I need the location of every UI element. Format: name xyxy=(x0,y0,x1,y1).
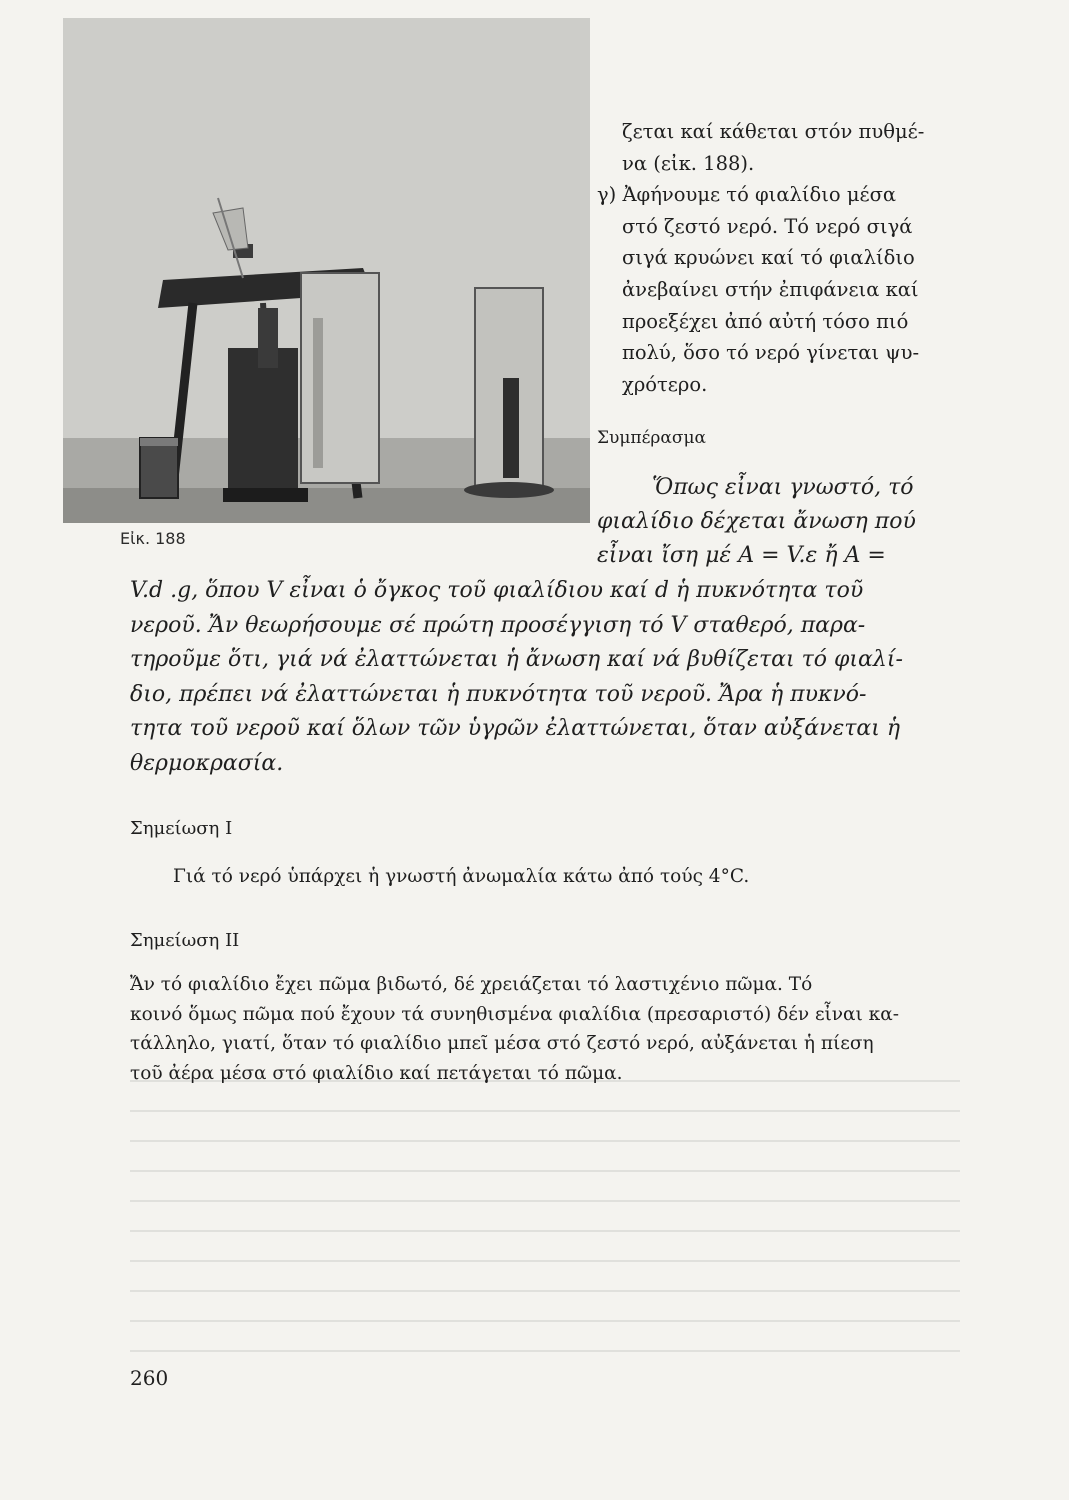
text-line: φιαλίδιο δέχεται ἄνωση πού xyxy=(597,509,916,534)
text-line: διο, πρέπει νά ἐλαττώνεται ἡ πυκνότητα τοῦ νεροῦ. Ἄρα ἡ πυκνό- xyxy=(130,681,867,707)
text-line: σιγά κρυώνει καί τό φιαλίδιο xyxy=(622,246,915,270)
note-2-body xyxy=(130,970,960,1088)
apparatus-illustration xyxy=(63,18,590,523)
page-number: 260 xyxy=(130,1366,169,1390)
text-line: κοινό ὅμως πῶμα πού ἔχουν τά συνηθισμένα φιαλίδια (πρεσαριστό) δέν εἶναι κα- xyxy=(130,1003,899,1025)
text-line: Γιά τό νερό ὑπάρχει ἡ γνωστή ἀνωμαλία κάτω ἀπό τούς 4°C. xyxy=(173,866,750,887)
small-beaker xyxy=(140,438,178,498)
thermometer xyxy=(503,378,519,478)
note-1-body xyxy=(130,862,960,892)
glass-cylinder-left xyxy=(301,273,379,483)
text-line: τητα τοῦ νεροῦ καί ὅλων τῶν ὑγρῶν ἐλαττώνεται, ὅταν αὐξάνεται ἡ xyxy=(130,716,901,741)
text-line: νεροῦ. Ἄν θεωρήσουμε σέ πρώτη προσέγγιση τό V σταθερό, παρα- xyxy=(130,612,866,638)
text-line: γ) Ἀφήνουμε τό φιαλίδιο μέσα xyxy=(597,183,897,207)
text-line: Ἄν τό φιαλίδιο ἔχει πῶμα βιδωτό, δέ χρειάζεται τό λαστιχένιο πῶμα. Τό xyxy=(130,974,813,995)
conclusion-body xyxy=(130,574,960,781)
conclusion-heading: Συμπέρασμα xyxy=(597,428,706,448)
text-line: ἀνεβαίνει στήν ἐπιφάνεια καί xyxy=(622,277,919,301)
apparatus-photo xyxy=(63,18,590,523)
conclusion-right-text xyxy=(597,471,957,573)
text-line: ζεται καί κάθεται στόν πυθμέ- xyxy=(622,120,925,143)
text-line: προεξέχει ἀπό αὐτή τόσο πιό xyxy=(622,309,909,333)
text-line: χρότερο. xyxy=(622,372,708,396)
burner xyxy=(228,348,298,498)
text-line: θερμοκρασία. xyxy=(130,750,284,776)
text-line: στό ζεστό νερό. Τό νερό σιγά xyxy=(622,214,913,238)
note-2-title: Σημείωση II xyxy=(130,930,240,951)
text-line: τηροῦμε ὅτι, γιά νά ἐλαττώνεται ἡ ἄνωση καί νά βυθίζεται τό φιαλί- xyxy=(130,647,903,672)
text-line: να (εἰκ. 188). xyxy=(622,151,755,175)
right-column-text xyxy=(597,116,957,400)
bleed-through-texture xyxy=(130,1080,960,1360)
figure-caption: Εἰκ. 188 xyxy=(120,529,186,548)
note-1-title: Σημείωση I xyxy=(130,818,233,839)
text-line: τοῦ ἀέρα μέσα στό φιαλίδιο καί πετάγεται τό πῶμα. xyxy=(130,1062,623,1084)
text-line: πολύ, ὅσο τό νερό γίνεται ψυ- xyxy=(622,341,920,365)
text-line: V.d .g, ὅπου V εἶναι ὁ ὄγκος τοῦ φιαλίδιου καί d ἡ πυκνότητα τοῦ xyxy=(130,578,864,603)
text-line: Ὅπως εἶναι γνωστό, τό xyxy=(652,475,914,500)
text-line: τάλληλο, γιατί, ὅταν τό φιαλίδιο μπεῖ μέσα στό ζεστό νερό, αὐξάνεται ἡ πίεση xyxy=(130,1033,874,1054)
text-line: εἶναι ἴση μέ A = V.ε ἤ A = xyxy=(597,543,886,568)
